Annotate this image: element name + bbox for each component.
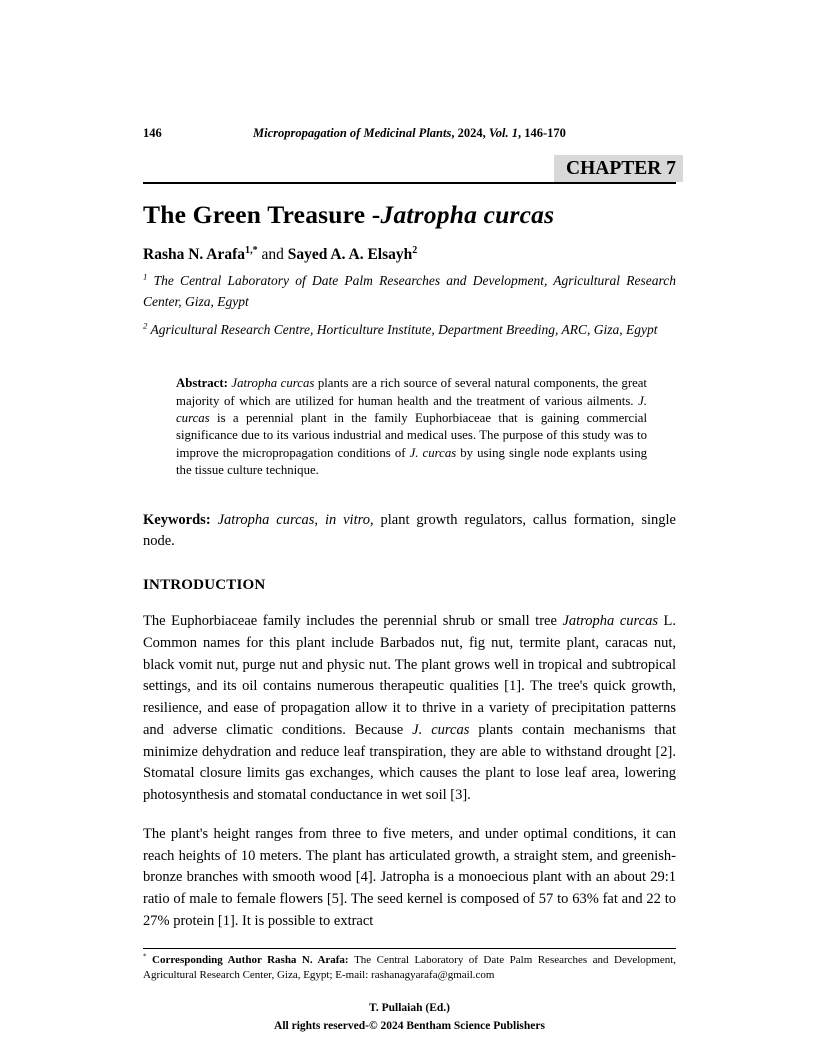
- intro-paragraph-2: The plant's height ranges from three to five meters, and under optimal conditions, it can reach heights of 10 meters. The plant has articulated growth, a straight stem, and greenish-bronze branches with smooth wood [4]. Jatropha is a monoecious plant with an about 29:1 ratio of male to female flowers [5]. The seed kernel is composed of 57 to 63% fat and 22 to 27% protein [1]. It is possible to extract: [143, 825, 676, 929]
- chapter-title: The Green Treasure -Jatropha curcas: [143, 200, 555, 230]
- page-number: 146: [143, 126, 162, 140]
- affiliation-1: $^1$ The Central Laboratory of Date Palm Researches and Development, Agricultural Research Center, Giza, Egypt: [143, 271, 676, 310]
- abstract-block: Abstract: Jatropha curcas plants are a rich source of several natural components, the great majority of which are utilized for human health and the treatment of various ailments. J. curcas is a perennial plant in the family Euphorbiaceae that is gaining commercial significance due to its various industrial and medical uses. The purpose of this study was to improve the micropropagation conditions of J. curcas by using single node explants using the tissue culture technique.: [176, 376, 647, 478]
- footer-copyright-line: All rights reserved-© 2024 Bentham Science Publishers: [274, 1020, 545, 1033]
- chapter-badge: CHAPTER 7: [554, 155, 683, 182]
- book-footer: [143, 1000, 676, 1036]
- corresponding-author-footnote: * Corresponding Author Rasha N. Arafa: The Central Laboratory of Date Palm Researches and Development, Agricultural Research Center, Giza, Egypt; E-mail: rashanagyarafa@gmail.com: [143, 948, 676, 984]
- chapter-rule: [143, 155, 676, 184]
- footer-editor-line: T. Pullaiah (Ed.): [369, 1002, 450, 1015]
- introduction-heading: INTRODUCTION: [143, 577, 266, 593]
- keywords-line: Keywords: Jatropha curcas, in vitro, plant growth regulators, callus formation, single node.: [143, 511, 676, 550]
- affiliation-2: $^2$ Agricultural Research Centre, Horticulture Institute, Department Breeding, ARC, Giza, Egypt: [143, 320, 658, 338]
- journal-title: Micropropagation of Medicinal Plants, 2024, Vol. 1, 146-170: [253, 126, 566, 140]
- running-header: [143, 126, 676, 144]
- intro-paragraph-1: The Euphorbiaceae family includes the perennial shrub or small tree Jatropha curcas L. Common names for this plant include Barbados nut, fig nut, termite plant, caracas nut, black vomit nut, purge nut and physic nut. The plant grows well in tropical and subtropical settings, and its oil contains numerous therapeutic qualities [1]. The tree's quick growth, resilience, and ease of propagation allow it to thrive in a variety of precipitation patterns and adverse climatic conditions. Because J. curcas plants contain mechanisms that minimize dehydration and reduce leaf transpiration, they are able to withstand drought [2]. Stomatal closure limits gas exchanges, which causes the plant to lose leaf area, lowering photosynthesis and stomatal conductance in wet soil [3].: [143, 613, 677, 803]
- authors-line: Rasha N. Arafa$^{1,*}$ and Sayed A. A. Elsayh$^2$: [143, 245, 418, 264]
